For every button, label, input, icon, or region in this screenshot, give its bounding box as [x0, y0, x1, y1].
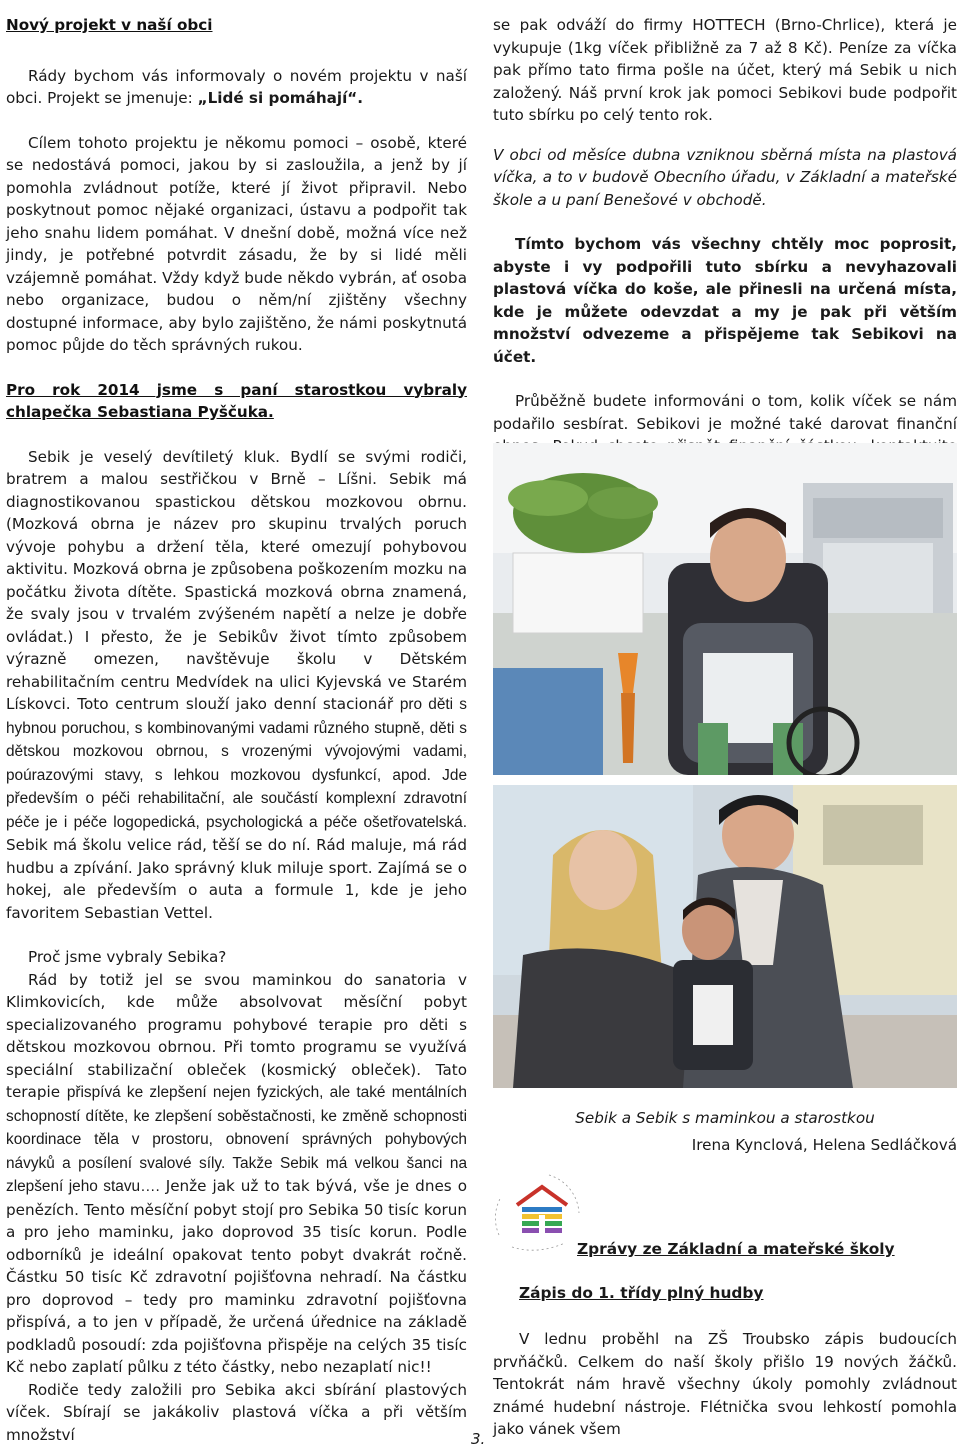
- goal-paragraph: Cílem tohoto projektu je někomu pomoci – osobě, které se nedostává pomoci, jakou by si zasloužila, a jenž by jí pomohla zvládnout potíže, které jí život připravil. Nebo poskytnout pomoc nějaké organizaci, ústavu a podpořit tak jeho snahu lidem pomáhat. V dnešní době, možná více než jindy, je potřebné potvrdit zásadu, že by si lidé měli vzájemně pomáhat. Vždy když bude někdo vybrán, ať osoba nebo organizace, budou o něm/ní zjištěny všechny dostupné informace, aby bylo zajištěno, že námi poskytnutá pomoc půjde do těch správných rukou.: [6, 133, 467, 354]
- reason-text-a: Rád by totiž jel se svou maminkou do sanatoria v Klimkovicích, kde může absolvovat měsíční pobyt specializovaného programu pohybové terapie pro děti s dětskou mozkovou obrnou. Při tomto programu se využívá speciální stabilizační obleček (kosmický obleček). Tato terapie: [6, 970, 467, 1101]
- photo-group-image: [493, 785, 957, 1088]
- reason-text-b: přispívá ke zlepšení nejen fyzických, ale také mentálních schopností dítěte, ke zlepšení soběstačnosti, ke změně schopnosti koordinace těla v prostoru, obnovení správných pohybových návyků a posílení svalové síly. Takže Sebik má velkou šanci na zlepšení jeho stavu….: [6, 1084, 467, 1195]
- reason-paragraph: [6, 969, 467, 1379]
- right-column: [493, 14, 957, 480]
- sebik-text-c: Sebik má školu velice rád, těší se do ní. Rád maluje, má rád hudbu a zpívání. Jako správný kluk miluje sport. Zajímá se o hokej, ale především o auta a formule 1, kde je jeho favoritem Sebastian Vettel.: [6, 836, 467, 922]
- photo-sebik-image: [493, 443, 957, 775]
- intro-text: Rády bychom vás informovaly o novém projektu v naší obci. Projekt se jmenuje:: [6, 66, 467, 107]
- hottech-paragraph: se pak odváží do firmy HOTTECH (Brno-Chrlice), která je vykupuje (1kg víček přibližně za 7 až 8 Kč). Peníze za víčka pak přímo tato firma pošle na účet, který má Sebik u nich založený. Náš první krok jak pomoci Sebikovi bude podpořit tuto sbírku po celý tento rok.: [493, 16, 957, 124]
- news-subtitle: Zápis do 1. třídy plný hudby: [519, 1284, 764, 1302]
- news-body: V lednu proběhl na ZŠ Troubsko zápis budoucích prvňáčků. Celkem do naší školy přišlo 19 nových žáčků. Tentokrát nám hravě všechny úkoly pomohly zvládnout známé hudební nástroje. Flétnička svou lehkostí pomohla jako vánek všem: [493, 1330, 957, 1438]
- collection-points-paragraph: V obci od měsíce dubna vzniknou sběrná místa na plastová víčka, a to v budově Obecního úřadu, v Základní a mateřské škole a u paní Benešové v obchodě.: [493, 145, 957, 209]
- photo-caption: Sebik a Sebik s maminkou a starostkou: [575, 1109, 875, 1128]
- article-heading: Nový projekt v naší obci: [6, 16, 213, 34]
- page-number: 3.: [471, 1430, 486, 1448]
- school-logo-icon: [487, 1165, 587, 1265]
- photo-sebik: [493, 443, 957, 775]
- school-logo: [487, 1165, 587, 1265]
- reason-text-c: Jenže jak už to tak bývá, vše je dnes o penězích. Tento měsíční pobyt stojí pro Sebika 50 tisíc korun a pro jeho maminku, jako doprovod 35 tisíc korun. Podle odborníků je ideální opakovat tento pobyt dvakrát ročně. Částku 50 tisíc Kč zdravotní pojišťovna nehradí. Na částku pro doprovod – tedy pro maminku zdravotní pojišťovna přispívá, a to jen v případě, že určená úřednice na základě podkladů posoudí: zda pojišťovna přispěje na celých 35 tisíc Kč nebo zaplatí půlku z této částky, nebo nezaplatí nic!!: [6, 1177, 467, 1376]
- collection-paragraph: Rodiče tedy založili pro Sebika akci sbírání plastových víček. Sbírají se jakákoliv plastová víčka a při větším množství: [6, 1380, 467, 1444]
- why-question: Proč jsme vybraly Sebika?: [28, 948, 227, 966]
- appeal-paragraph: Tímto bychom vás všechny chtěly moc poprosit, abyste i vy podpořili tuto sbírku a nevyhazovali plastová víčka do koše, ale přinesli na určená místa, kde je můžete odevzdat a my je pak při větším množství odvezeme a přispějeme tak Sebikovi na účet.: [493, 235, 957, 366]
- news-title: Zprávy ze Základní a mateřské školy: [577, 1240, 895, 1258]
- info-paragraph: Průběžně budete informováni o tom, kolik víček se nám podařilo sesbírat. Sebikovi je možné také darovat finanční: [493, 392, 957, 433]
- sebik-paragraph: [6, 446, 467, 925]
- intro-paragraph: [6, 65, 467, 110]
- photo-group: [493, 785, 957, 1088]
- authors: Irena Kynclová, Helena Sedláčková: [691, 1136, 957, 1154]
- subheading-2014: Pro rok 2014 jsme s paní starostkou vybraly chlapečka Sebastiana Pyščuka.: [6, 380, 467, 421]
- sebik-text-a: Sebik je veselý devítiletý kluk. Bydlí se svými rodiči, bratrem a malou sestřičkou v Brně – Líšni. Sebik má diagnostikovanou spastickou dětskou mozkovou obrnu. (Mozková obrna je název pro skupinu trvalých poruch vývoje pohybu a držení těla, které omezují pohybovou aktivitu. Mozková obrna je způsobena poškozením mozku na počátku života dítěte. Spastická mozková obrna znamená, že svaly jsou v trvalém zvýšeném napětí a nelze je dobře ovládat.) I přesto, že je Sebikův život tímto způsobem výrazně omezen, navštěvuje školu v Dětském rehabilitačním centru Medvídek na ulici Kyjevská ve Starém Lískovci. Toto centrum slouží jako denní stacionář: [6, 447, 467, 713]
- left-column: [6, 14, 467, 1446]
- sebik-text-b: pro děti s hybnou poruchou, s kombinovanými vadami různého stupně, děti s dětskou mozkovou obrnou, s vrozenými vývojovými vadami, poúrazovými stavy, s lehkou mozkovou dysfunkcí, apod. Jde především o péči rehabilitační, ale součástí komplexní zdravotní péče je i péče logopedická, psychologická a péče ošetřovatelská.: [6, 696, 467, 831]
- project-name: „Lidé si pomáhají“.: [197, 89, 364, 107]
